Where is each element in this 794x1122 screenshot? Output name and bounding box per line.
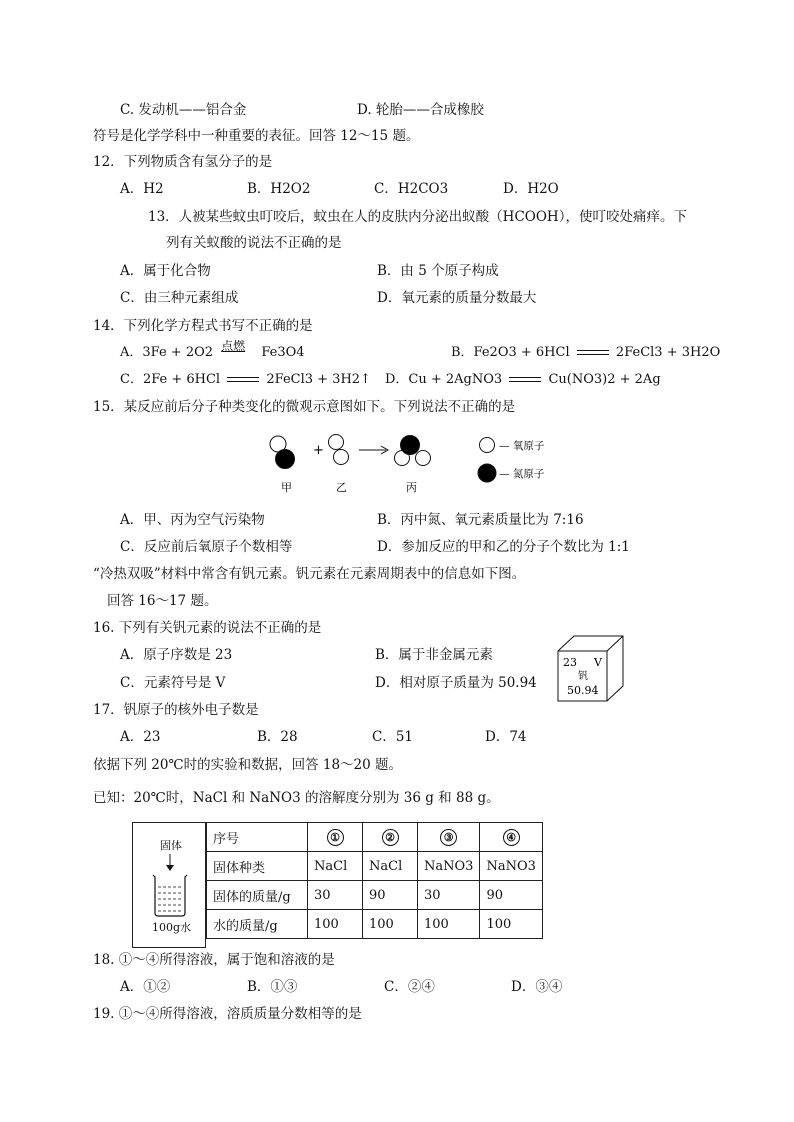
q14-b-left: B．Fe2O3 + 6HCl	[451, 345, 570, 360]
intro-12-15: 符号是化学学科中一种重要的表征。回答 12～15 题。	[93, 128, 420, 144]
q18-option-c: C．②④	[384, 979, 435, 995]
equals-sign	[227, 377, 259, 382]
q11-option-d: D. 轮胎——合成橡胶	[357, 102, 484, 118]
table-cell: 100	[480, 910, 542, 939]
intro-16-17-line2: 回答 16～17 题。	[107, 593, 218, 609]
table-cell: 30	[418, 881, 480, 910]
intro-16-17-line1: “冷热双吸”材料中常含有钒元素。钒元素在元素周期表中的信息如下图。	[93, 566, 526, 582]
intro-18-20: 依据下列 20℃时的实验和数据，回答 18～20 题。	[93, 757, 403, 773]
reaction-condition	[217, 338, 257, 360]
q14-a-left: A．3Fe + 2O2	[120, 345, 214, 360]
q11-option-c: C. 发动机——铝合金	[120, 102, 247, 118]
q12-option-c: C．H2CO3	[374, 181, 449, 197]
q14-option-d	[385, 371, 661, 389]
table-cell: NaCl	[308, 852, 363, 881]
element-symbol: V	[594, 656, 602, 669]
q15-option-b: B．丙中氮、氧元素质量比为 7:16	[377, 512, 584, 528]
table-cell: NaCl	[363, 852, 418, 881]
table-header-row	[207, 823, 543, 852]
arrow-down-icon	[166, 865, 174, 871]
q12-option-a: A．H2	[120, 181, 164, 197]
equals-sign	[577, 350, 609, 355]
q16-option-b: B．属于非金属元素	[375, 647, 493, 663]
bing-nitrogen-atom	[401, 436, 420, 455]
beaker-icon	[153, 875, 187, 916]
q14-option-b	[451, 344, 720, 362]
q16-stem: 16. 下列有关钒元素的说法不正确的是	[93, 620, 322, 636]
table-cell: 100	[363, 910, 418, 939]
table-cell: 水的质量/g	[207, 910, 308, 939]
q16-option-d: D．相对原子质量为 50.94	[375, 675, 537, 691]
element-name: 钒	[578, 671, 588, 682]
q16-option-c: C．元素符号是 V	[120, 675, 226, 691]
molecule-diagram	[262, 432, 592, 507]
element-mass: 50.94	[567, 684, 599, 697]
q13-option-a: A．属于化合物	[120, 263, 211, 279]
table-row	[207, 852, 543, 881]
q18-option-a: A．①②	[120, 979, 171, 995]
legend-oxygen-icon	[480, 438, 495, 453]
equals-sign	[509, 377, 541, 382]
label-bing: 丙	[406, 481, 417, 494]
label-yi: 乙	[336, 481, 347, 494]
table-cell: 30	[308, 881, 363, 910]
q18-stem: 18. ①～④所得溶液，属于饱和溶液的是	[93, 952, 335, 968]
q15-option-c: C．反应前后氧原子个数相等	[120, 539, 293, 555]
q17-option-d: D．74	[485, 729, 527, 745]
q14-d-right: Cu(NO3)2 + 2Ag	[548, 372, 661, 387]
q16-option-a: A．原子序数是 23	[120, 647, 233, 663]
bing-oxygen-atom-2	[416, 451, 431, 466]
q15-option-a: A．甲、丙为空气污染物	[120, 512, 265, 528]
q14-b-right: 2FeCl3 + 3H2O	[615, 345, 721, 360]
q14-stem: 14．下列化学方程式书写不正确的是	[93, 318, 313, 334]
q13-option-c: C．由三种元素组成	[120, 290, 239, 306]
table-cell: 100	[308, 910, 363, 939]
table-cell: 100	[418, 910, 480, 939]
table-header-cell: ②	[363, 823, 418, 852]
beaker-solid-label: 固体	[160, 839, 182, 852]
table-header-cell: ④	[480, 823, 542, 852]
q13-stem-line1: 13．人被某些蚊虫叮咬后，蚊虫在人的皮肤内分泌出蚁酸（HCOOH），使叮咬处痛痒。下	[148, 209, 687, 225]
q17-option-a: A．23	[120, 729, 161, 745]
q15-stem: 15．某反应前后分子种类变化的微观示意图如下。下列说法不正确的是	[93, 399, 516, 415]
table-cell: 90	[363, 881, 418, 910]
q14-c-right: 2FeCl3 + 3H2↑	[266, 372, 371, 387]
jia-nitrogen-atom	[276, 450, 295, 469]
q14-option-c	[120, 371, 371, 389]
q17-option-c: C．51	[372, 729, 414, 745]
q12-stem: 12．下列物质含有氢分子的是	[93, 154, 273, 170]
table-cell: 90	[480, 881, 542, 910]
q15-option-d: D．参加反应的甲和乙的分子个数比为 1:1	[377, 539, 630, 555]
beaker-figure	[132, 822, 206, 948]
q13-option-b: B．由 5 个原子构成	[377, 263, 499, 279]
legend-nitrogen-label: — 氮原子	[499, 468, 545, 480]
legend-nitrogen-icon	[478, 464, 496, 482]
table-header-cell: ③	[418, 823, 480, 852]
known-solubility: 已知：20℃时，NaCl 和 NaNO3 的溶解度分别为 36 g 和 88 g。	[93, 790, 500, 806]
table-header-cell: ①	[308, 823, 363, 852]
q14-option-a	[120, 338, 305, 362]
ignite-label: 点燃	[221, 338, 246, 353]
q18-option-b: B．①③	[247, 979, 298, 995]
q13-stem-line2: 列有关蚁酸的说法不正确的是	[166, 235, 342, 251]
q12-option-d: D．H2O	[503, 181, 559, 197]
label-jia: 甲	[281, 481, 292, 494]
q13-option-d: D．氧元素的质量分数最大	[377, 290, 537, 306]
table-cell: NaNO3	[418, 852, 480, 881]
q14-d-left: D．Cu + 2AgNO3	[385, 372, 503, 387]
plus-sign: +	[313, 443, 324, 458]
q19-stem: 19. ①～④所得溶液，溶质质量分数相等的是	[93, 1006, 362, 1022]
legend-oxygen-label: — 氧原子	[499, 440, 545, 452]
q17-option-b: B．28	[257, 729, 298, 745]
table-header-cell: 序号	[207, 823, 308, 852]
table-cell: 固体的质量/g	[207, 881, 308, 910]
table-row	[207, 881, 543, 910]
table-row	[207, 910, 543, 939]
q14-a-right: Fe3O4	[261, 345, 305, 360]
q17-stem: 17．钒原子的核外电子数是	[93, 702, 259, 718]
table-cell: 固体种类	[207, 852, 308, 881]
yi-oxygen-atom-2	[334, 450, 349, 465]
beaker-water-label: 100g水	[152, 921, 192, 934]
q18-option-d: D．③④	[511, 979, 563, 995]
table-cell: NaNO3	[480, 852, 542, 881]
q14-c-left: C．2Fe + 6HCl	[120, 372, 221, 387]
experiment-table	[206, 822, 543, 939]
yi-oxygen-atom-1	[329, 435, 344, 450]
q12-option-b: B．H2O2	[247, 181, 311, 197]
element-card	[555, 634, 627, 704]
element-number: 23	[563, 656, 577, 669]
